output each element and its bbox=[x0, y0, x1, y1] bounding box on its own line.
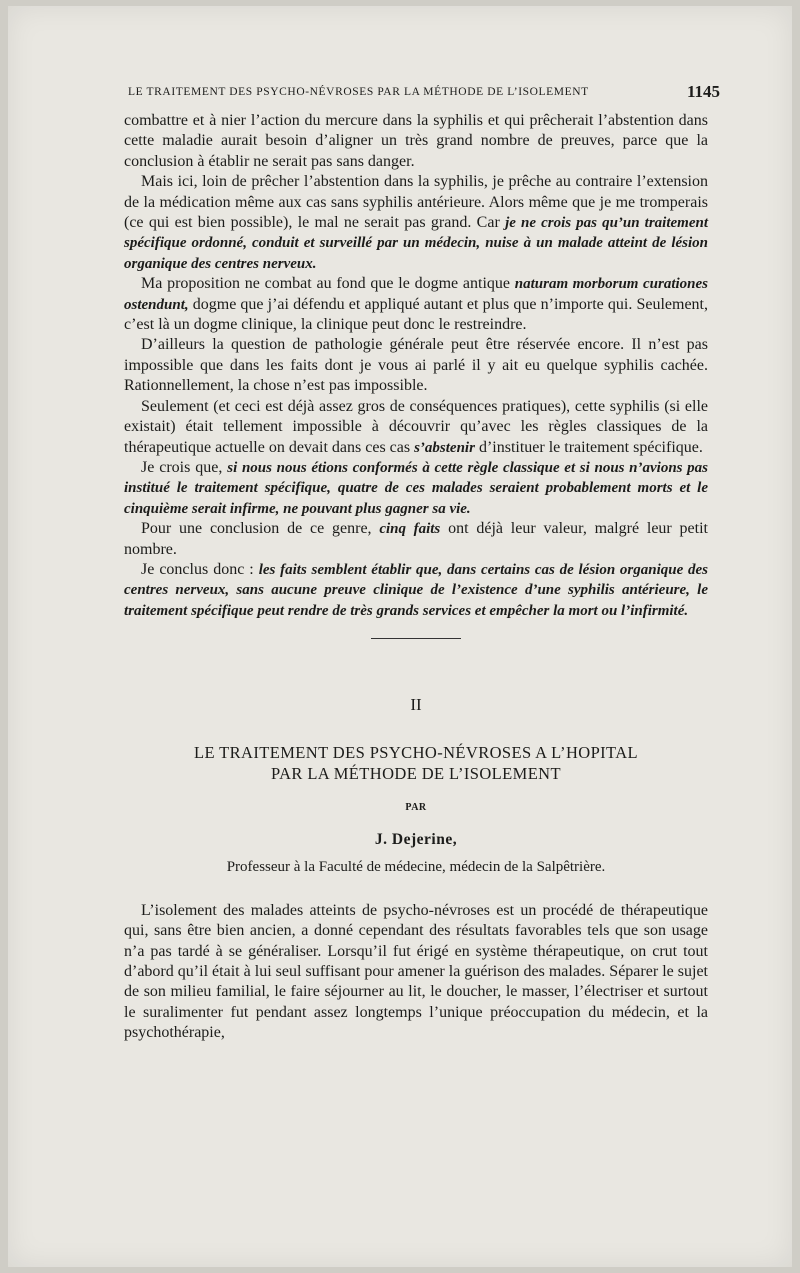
paragraph: L’isolement des malades atteints de psycho-névroses est un procédé de thérapeutique qui, sans être bien ancien, a donné cependant des résultats favorables tels que son usage n’a pas tardé à se généraliser. Lorsqu’il fut érigé en système thérapeutique, on crut tout d’abord qu’il était à lui seul suffisant pour amener la guérison des malades. Séparer le sujet de son milieu familial, le faire séjourner au lit, le doucher, le masser, l’électriser et surtout le suralimenter fut pendant assez longtemps l’unique préoccupation du médecin, et la psychothérapie, bbox=[124, 901, 708, 1042]
section-divider bbox=[371, 638, 461, 639]
emphasis: s’abstenir bbox=[414, 439, 475, 456]
section-title bbox=[124, 742, 708, 784]
paragraph: Seulement (et ceci est déjà assez gros de conséquences pratiques), cette syphilis (si elle existait) était tellement impossible à découvrir qu’avec les règles classiques de la thérapeutique actuelle on devait dans ces cas s’abstenir d’instituer le traitement spécifique. bbox=[124, 397, 708, 456]
author-name: J. Dejerine, bbox=[374, 830, 458, 848]
emphasis: si nous nous étions conformés à cette règle classique et si nous n’avions pas institué le traitement spécifique, quatre de ces malades seraient probablement morts et le cinquième serait infirme, ne pouvant plus gagner sa vie. bbox=[124, 459, 709, 517]
page-number: 1145 bbox=[686, 82, 720, 101]
emphasis: cinq faits bbox=[379, 521, 441, 538]
paragraph: Mais ici, loin de prêcher l’abstention dans la syphilis, je prêche au contraire l’extension de la médication même aux cas sans syphilis antérieure. Alors même que je me tromperais (ce qui est bien possible), le mal ne serait pas grand. Car je ne crois pas qu’un traitement spécifique ordonné, conduit et surveillé par un médecin, nuise à un malade atteint de lésion organique des centres nerveux. bbox=[124, 173, 708, 272]
paragraph: Je crois que, si nous nous étions conformés à cette règle classique et si nous n’avions pas institué le traitement spécifique, quatre de ces malades seraient probablement morts et le cinquième serait infirme, ne pouvant plus gagner sa vie. bbox=[124, 458, 709, 517]
paragraph: D’ailleurs la question de pathologie générale peut être réservée encore. Il n’est pas impossible que dans les faits dont je vous ai parlé il y ait eu quelque syphilis cachée. Rationnellement, la chose n’est pas impossible. bbox=[124, 336, 708, 395]
running-head: LE TRAITEMENT DES PSYCHO-NÉVROSES PAR LA MÉTHODE DE L’ISOLEMENT bbox=[128, 86, 589, 98]
conclusion-emphasis: les faits semblent établir que, dans certains cas de lésion organique des centres nerveux, sans aucune preuve clinique de l’existence d’une syphilis antérieure, le traitement spécifique peut rendre de très grands services et empêcher la mort ou l’infirmité. bbox=[124, 561, 709, 619]
section-title-line: PAR LA MÉTHODE DE L’ISOLEMENT bbox=[271, 763, 561, 783]
article-body bbox=[124, 111, 708, 1044]
paragraph: Je conclus donc : les faits semblent établir que, dans certains cas de lésion organique des centres nerveux, sans aucune preuve clinique de l’existence d’une syphilis antérieure, le traitement spécifique peut rendre de très grands services et empêcher la mort ou l’infirmité. bbox=[124, 560, 709, 619]
latin-quote: naturam morborum curationes ostendunt, bbox=[124, 276, 708, 313]
section-title-line: LE TRAITEMENT DES PSYCHO-NÉVROSES A L’HOPITAL bbox=[193, 742, 639, 762]
paragraph: Pour une conclusion de ce genre, cinq faits ont déjà leur valeur, malgré leur petit nombre. bbox=[124, 520, 708, 558]
page-header bbox=[116, 82, 720, 104]
emphasis: je ne crois pas qu’un traitement spécifique ordonné, conduit et surveillé par un médecin, nuise à un malade atteint de lésion organique des centres nerveux. bbox=[124, 215, 708, 272]
paragraph-continuation: combattre et à nier l’action du mercure dans la syphilis et qui prêcherait l’abstention dans cette maladie aurait besoin d’aligner un très grand nombre de preuves, parce que la conclusion à établir ne serait pas sans danger. bbox=[124, 112, 708, 170]
paragraph: Ma proposition ne combat au fond que le dogme antique naturam morborum curationes ostendunt, dogme que j’ai défendu et appliqué autant et plus que n’importe qui. Seulement, c’est là un dogme clinique, la clinique peut donc le restreindre. bbox=[124, 275, 708, 334]
section-number: II bbox=[410, 695, 422, 715]
author-affiliation: Professeur à la Faculté de médecine, médecin de la Salpêtrière. bbox=[226, 859, 606, 876]
byline-par: PAR bbox=[405, 801, 427, 813]
journal-page bbox=[8, 6, 792, 1267]
